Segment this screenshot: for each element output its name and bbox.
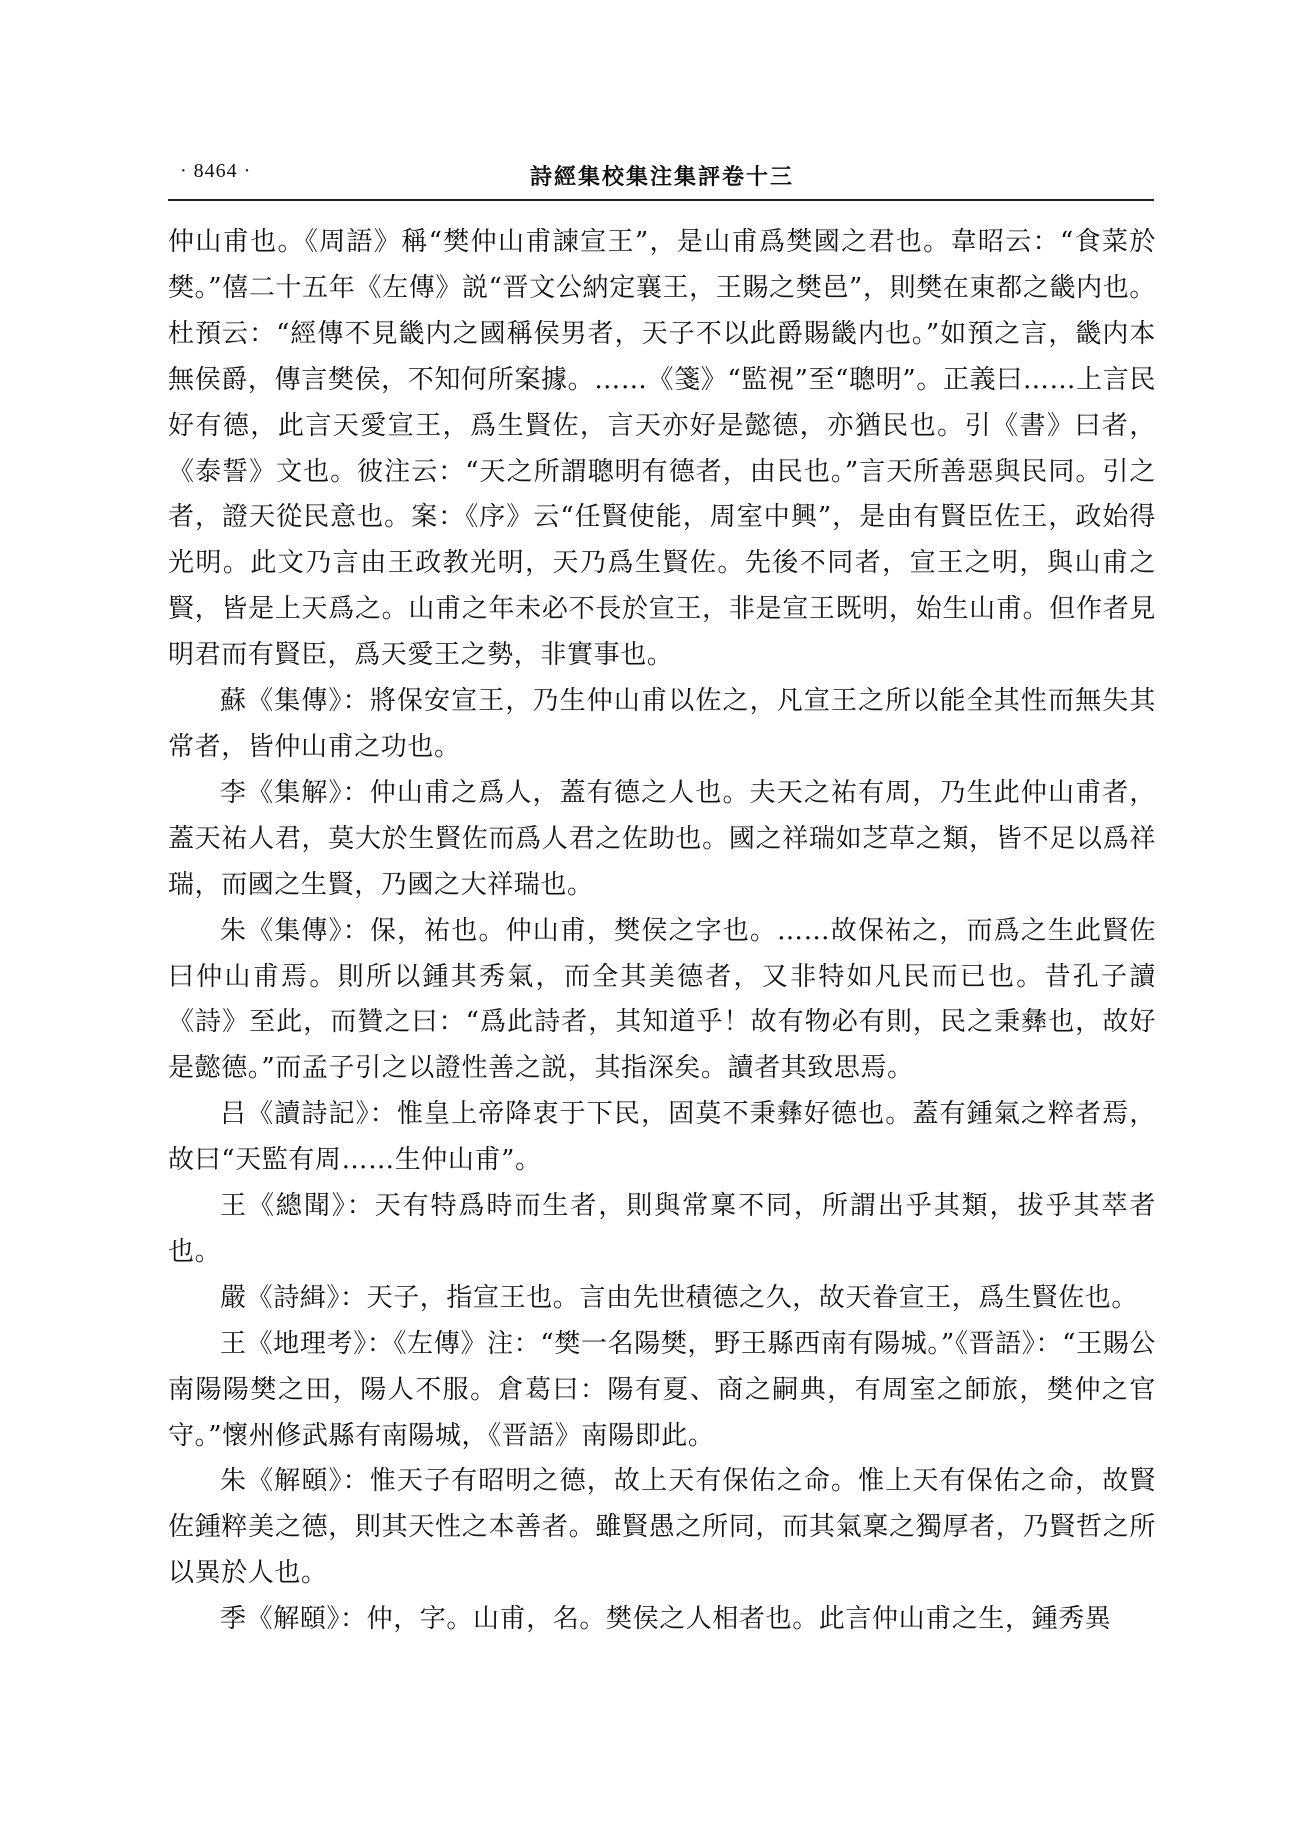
paragraph-wang-dilikao: 王《地理考》：《左傳》注：“樊一名陽樊，野王縣西南有陽城。”《晋語》：“王賜公南陽陽樊之田，陽人不服。倉葛曰：陽有夏、商之嗣典，有周室之師旅，樊仲之官守。”懷州修武縣有南陽城，《晋語》南陽即此。 xyxy=(168,1328,1156,1451)
paragraph-wang-zongwen: 王《總聞》：天有特爲時而生者，則與常稟不同，所謂出乎其類，拔乎其萃者也。 xyxy=(168,1191,1156,1267)
paragraph-lu-dushiji: 吕《讀詩記》：惟皇上帝降衷于下民，固莫不秉彝好德也。蓋有鍾氣之粹者焉，故曰“天監有周……生仲山甫”。 xyxy=(168,1099,1156,1176)
page-header xyxy=(168,160,1156,194)
paragraph-su-jizhuan: 蘇《集傳》：將保安宣王，乃生仲山甫以佐之，凡宣王之所以能全其性而無失其常者，皆仲山甫之功也。 xyxy=(168,686,1156,762)
paragraph-zhu-jizhuan: 朱《集傳》：保，祐也。仲山甫，樊侯之字也。……故保祐之，而爲之生此賢佐曰仲山甫焉。則所以鍾其秀氣，而全其美德者，又非特如凡民而已也。昔孔子讀《詩》至此，而贊之曰：“爲此詩者，其知道乎！故有物必有則，民之秉彝也，故好是懿德。”而孟子引之以證性善之説，其指深矣。讀者其致思焉。 xyxy=(168,915,1156,1084)
paragraph-continued: 仲山甫也。《周語》稱“樊仲山甫諫宣王”，是山甫爲樊國之君也。韋昭云：“食菜於樊。”僖二十五年《左傳》説“晋文公納定襄王，王賜之樊邑”，則樊在東都之畿内也。杜預云：“經傳不見畿内之國稱侯男者，天子不以此爵賜畿内也。”如預之言，畿内本無侯爵，傳言樊侯，不知何所案據。……《箋》“監視”至“聰明”。正義曰……上言民好有德，此言天愛宣王，爲生賢佐，言天亦好是懿德，亦猶民也。引《書》曰者，《泰誓》文也。彼注云：“天之所謂聰明有德者，由民也。”言天所善惡與民同。引之者，證天從民意也。案：《序》云“任賢使能，周室中興”，是由有賢臣佐王，政始得光明。此文乃言由王政教光明，天乃爲生賢佐。先後不同者，宣王之明，與山甫之賢，皆是上天爲之。山甫之年未必不長於宣王，非是宣王既明，始生山甫。但作者見明君而有賢臣，爲天愛王之勢，非實事也。 xyxy=(168,227,1156,671)
running-title: 詩經集校集注集評卷十三 xyxy=(529,164,794,190)
header-rule xyxy=(168,199,1154,201)
paragraph-zhu-jieyi: 朱《解頤》：惟天子有昭明之德，故上天有保佑之命。惟上天有保佑之命，故賢佐鍾粹美之德，則其天性之本善者。雖賢愚之所同，而其氣稟之獨厚者，乃賢哲之所以異於人也。 xyxy=(168,1466,1156,1589)
page-body xyxy=(168,220,1156,1643)
paragraph-li-jijie: 李《集解》：仲山甫之爲人，蓋有德之人也。夫天之祐有周，乃生此仲山甫者，蓋天祐人君，莫大於生賢佐而爲人君之佐助也。國之祥瑞如芝草之類，皆不足以爲祥瑞，而國之生賢，乃國之大祥瑞也。 xyxy=(168,777,1156,900)
paragraph-yan-shiji: 嚴《詩緝》：天子，指宣王也。言由先世積德之久，故天眷宣王，爲生賢佐也。 xyxy=(220,1282,1139,1313)
page-number: · 8464 · xyxy=(180,160,252,182)
paragraph-ji-jieyi: 季《解頤》：仲，字。山甫，名。樊侯之人相者也。此言仲山甫之生，鍾秀異 xyxy=(220,1604,1112,1635)
